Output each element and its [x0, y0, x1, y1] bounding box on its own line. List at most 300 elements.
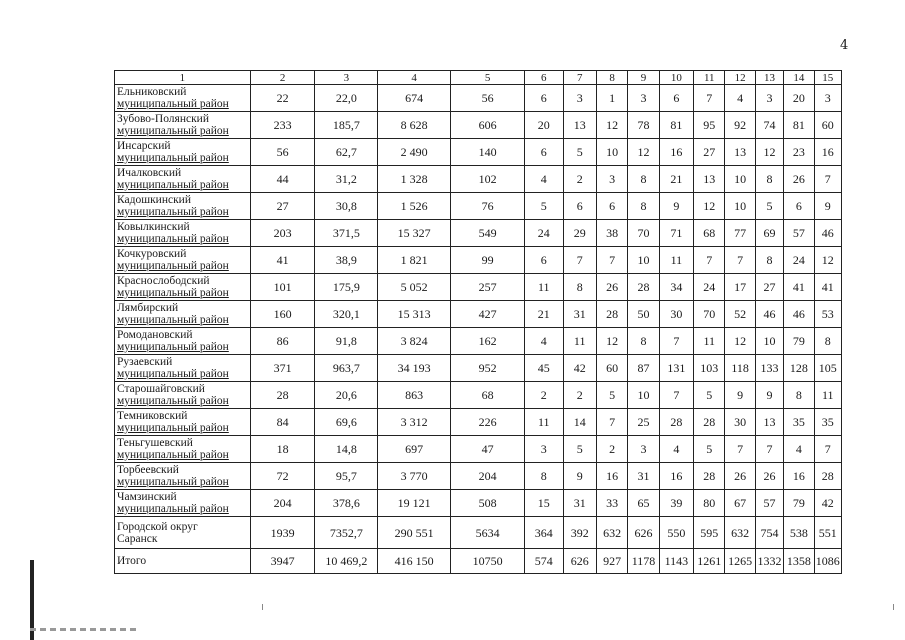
table-cell: 6 — [784, 193, 814, 220]
district-name — [115, 409, 251, 436]
table-cell: 378,6 — [315, 490, 378, 517]
table-cell: 9 — [755, 382, 783, 409]
table-cell: 371,5 — [315, 220, 378, 247]
district-name — [115, 85, 251, 112]
column-header: 11 — [694, 71, 725, 85]
table-cell: 1332 — [755, 549, 783, 574]
table-row — [115, 409, 842, 436]
district-name — [115, 166, 251, 193]
table-cell: 4 — [784, 436, 814, 463]
district-name-line2: муниципальный район — [117, 368, 229, 380]
table-row — [115, 355, 842, 382]
scan-edge-mark — [30, 628, 140, 631]
table-cell: 4 — [659, 436, 693, 463]
table-cell: 7 — [755, 436, 783, 463]
table-cell: 13 — [725, 139, 755, 166]
table-cell: 27 — [755, 274, 783, 301]
table-cell: 11 — [563, 328, 596, 355]
table-cell: 5 — [563, 436, 596, 463]
table-cell: 140 — [451, 139, 525, 166]
district-name-line2: Саранск — [117, 532, 158, 545]
table-cell: 12 — [596, 328, 627, 355]
table-cell: 427 — [451, 301, 525, 328]
table-cell: 28 — [694, 409, 725, 436]
table-cell: 14 — [563, 409, 596, 436]
table-cell: 22,0 — [315, 85, 378, 112]
table-cell: 28 — [814, 463, 841, 490]
table-cell: 632 — [596, 517, 627, 549]
table-cell: 24 — [784, 247, 814, 274]
table-cell: 128 — [784, 355, 814, 382]
table-cell: 1261 — [694, 549, 725, 574]
table-cell: 16 — [814, 139, 841, 166]
district-name — [115, 549, 251, 574]
table-cell: 1 328 — [378, 166, 451, 193]
table-body — [115, 85, 842, 574]
table-cell: 7 — [814, 166, 841, 193]
table-cell: 1 526 — [378, 193, 451, 220]
scan-speck — [893, 604, 894, 610]
district-name — [115, 247, 251, 274]
table-cell: 76 — [451, 193, 525, 220]
table-cell: 45 — [525, 355, 563, 382]
table-cell: 290 551 — [378, 517, 451, 549]
table-cell: 3 770 — [378, 463, 451, 490]
table-cell: 133 — [755, 355, 783, 382]
table-row — [115, 517, 842, 549]
table-cell: 8 — [628, 193, 659, 220]
table-cell: 46 — [784, 301, 814, 328]
table-cell: 24 — [525, 220, 563, 247]
district-name — [115, 274, 251, 301]
table-cell: 131 — [659, 355, 693, 382]
table-cell: 20 — [784, 85, 814, 112]
table-cell: 233 — [250, 112, 315, 139]
table-row — [115, 274, 842, 301]
district-name-line2: муниципальный район — [117, 341, 229, 353]
table-cell: 101 — [250, 274, 315, 301]
table-cell: 574 — [525, 549, 563, 574]
table-cell: 11 — [525, 409, 563, 436]
column-header: 3 — [315, 71, 378, 85]
table-cell: 4 — [525, 328, 563, 355]
table-cell: 18 — [250, 436, 315, 463]
table-cell: 19 121 — [378, 490, 451, 517]
district-name-line2: муниципальный район — [117, 395, 229, 407]
table-cell: 13 — [563, 112, 596, 139]
table-cell: 8 — [525, 463, 563, 490]
table-cell: 95 — [694, 112, 725, 139]
district-name-line1: Чамзинский — [117, 491, 177, 503]
table-cell: 674 — [378, 85, 451, 112]
table-cell: 8 — [563, 274, 596, 301]
district-name — [115, 328, 251, 355]
table-cell: 33 — [596, 490, 627, 517]
table-cell: 72 — [250, 463, 315, 490]
table-cell: 626 — [628, 517, 659, 549]
table-row — [115, 220, 842, 247]
table-cell: 84 — [250, 409, 315, 436]
table-cell: 10 — [596, 139, 627, 166]
table-cell: 20,6 — [315, 382, 378, 409]
table-cell: 74 — [755, 112, 783, 139]
district-name — [115, 463, 251, 490]
table-row — [115, 382, 842, 409]
table-cell: 1178 — [628, 549, 659, 574]
table-cell: 15 313 — [378, 301, 451, 328]
table-cell: 41 — [814, 274, 841, 301]
table-cell: 53 — [814, 301, 841, 328]
total-row — [115, 549, 842, 574]
table-cell: 103 — [694, 355, 725, 382]
district-name-line1: Торбеевский — [117, 464, 179, 476]
page-number: 4 — [840, 38, 849, 53]
table-row — [115, 112, 842, 139]
table-cell: 9 — [725, 382, 755, 409]
district-name-line1: Ковылкинский — [117, 221, 190, 233]
table-cell: 7 — [694, 85, 725, 112]
table-cell: 42 — [814, 490, 841, 517]
table-cell: 28 — [250, 382, 315, 409]
table-cell: 549 — [451, 220, 525, 247]
table-cell: 60 — [814, 112, 841, 139]
table-cell: 11 — [814, 382, 841, 409]
table-cell: 6 — [525, 139, 563, 166]
district-name-line1: Кадошкинский — [117, 194, 191, 206]
table-cell: 508 — [451, 490, 525, 517]
table-cell: 16 — [596, 463, 627, 490]
table-row — [115, 301, 842, 328]
table-cell: 538 — [784, 517, 814, 549]
table-cell: 5 — [563, 139, 596, 166]
table-cell: 14,8 — [315, 436, 378, 463]
table-cell: 1358 — [784, 549, 814, 574]
table-cell: 863 — [378, 382, 451, 409]
district-name-line1: Кочкуровский — [117, 248, 187, 260]
table-cell: 91,8 — [315, 328, 378, 355]
column-header: 1 — [115, 71, 251, 85]
table-cell: 13 — [755, 409, 783, 436]
table-cell: 56 — [451, 85, 525, 112]
table-cell: 41 — [250, 247, 315, 274]
table-cell: 9 — [659, 193, 693, 220]
table-cell: 952 — [451, 355, 525, 382]
district-name-line2: муниципальный район — [117, 152, 229, 164]
table-cell: 162 — [451, 328, 525, 355]
table-cell: 550 — [659, 517, 693, 549]
table-cell: 7 — [725, 436, 755, 463]
table-cell: 118 — [725, 355, 755, 382]
column-header: 14 — [784, 71, 814, 85]
table-cell: 10750 — [451, 549, 525, 574]
table-cell: 26 — [725, 463, 755, 490]
table-cell: 69,6 — [315, 409, 378, 436]
table-cell: 27 — [694, 139, 725, 166]
table-cell: 38 — [596, 220, 627, 247]
table-cell: 31 — [563, 490, 596, 517]
table-cell: 6 — [525, 247, 563, 274]
table-cell: 81 — [659, 112, 693, 139]
table-cell: 4 — [525, 166, 563, 193]
district-name-line1: Итого — [117, 555, 147, 567]
table-cell: 7 — [563, 247, 596, 274]
table-cell: 2 — [525, 382, 563, 409]
table-cell: 204 — [250, 490, 315, 517]
table-cell: 27 — [250, 193, 315, 220]
table-cell: 927 — [596, 549, 627, 574]
table-cell: 12 — [725, 328, 755, 355]
table-cell: 28 — [596, 301, 627, 328]
district-name-line1: Лямбирский — [117, 302, 179, 314]
table-row — [115, 247, 842, 274]
district-name — [115, 301, 251, 328]
district-name-line1: Теньгушевский — [117, 437, 193, 449]
table-cell: 8 — [814, 328, 841, 355]
table-cell: 2 490 — [378, 139, 451, 166]
district-name-line2: муниципальный район — [117, 125, 229, 137]
table-cell: 95,7 — [315, 463, 378, 490]
table-cell: 81 — [784, 112, 814, 139]
table-cell: 606 — [451, 112, 525, 139]
table-cell: 626 — [563, 549, 596, 574]
table-cell: 34 193 — [378, 355, 451, 382]
table-cell: 25 — [628, 409, 659, 436]
district-name — [115, 490, 251, 517]
table-cell: 551 — [814, 517, 841, 549]
table-cell: 16 — [659, 139, 693, 166]
table-row — [115, 463, 842, 490]
table-cell: 23 — [784, 139, 814, 166]
table-cell: 29 — [563, 220, 596, 247]
district-name-line2: муниципальный район — [117, 260, 229, 272]
table-cell: 1 821 — [378, 247, 451, 274]
district-name-line2: муниципальный район — [117, 422, 229, 434]
table-cell: 1143 — [659, 549, 693, 574]
table-cell: 28 — [659, 409, 693, 436]
column-header: 5 — [451, 71, 525, 85]
column-header: 6 — [525, 71, 563, 85]
district-name-line1: Ичалковский — [117, 167, 182, 179]
table-cell: 70 — [694, 301, 725, 328]
table-row — [115, 328, 842, 355]
table-cell: 9 — [814, 193, 841, 220]
district-name-line1: Инсарский — [117, 140, 171, 152]
table-cell: 12 — [694, 193, 725, 220]
table-cell: 6 — [563, 193, 596, 220]
table-cell: 7 — [596, 247, 627, 274]
table-cell: 160 — [250, 301, 315, 328]
table-cell: 102 — [451, 166, 525, 193]
district-name-line1: Ромодановский — [117, 329, 193, 341]
table-cell: 30 — [659, 301, 693, 328]
table-cell: 16 — [784, 463, 814, 490]
table-cell: 41 — [784, 274, 814, 301]
table-cell: 963,7 — [315, 355, 378, 382]
district-name — [115, 193, 251, 220]
table-cell: 79 — [784, 490, 814, 517]
table-cell: 69 — [755, 220, 783, 247]
table-cell: 31 — [628, 463, 659, 490]
table-cell: 20 — [525, 112, 563, 139]
table-header-row — [115, 71, 842, 85]
table-cell: 56 — [250, 139, 315, 166]
table-cell: 11 — [659, 247, 693, 274]
table-cell: 3 — [596, 166, 627, 193]
table-cell: 203 — [250, 220, 315, 247]
table-cell: 3947 — [250, 549, 315, 574]
table-cell: 30,8 — [315, 193, 378, 220]
table-cell: 3 — [755, 85, 783, 112]
table-cell: 8 — [628, 166, 659, 193]
table-cell: 8 — [784, 382, 814, 409]
table-cell: 12 — [755, 139, 783, 166]
table-cell: 1086 — [814, 549, 841, 574]
table-cell: 35 — [784, 409, 814, 436]
district-name-line1: Краснослободский — [117, 275, 210, 287]
table-cell: 5634 — [451, 517, 525, 549]
table-cell: 31,2 — [315, 166, 378, 193]
column-header: 2 — [250, 71, 315, 85]
table-cell: 16 — [659, 463, 693, 490]
table-cell: 8 — [755, 166, 783, 193]
table-cell: 105 — [814, 355, 841, 382]
district-name-line1: Рузаевский — [117, 356, 173, 368]
table-cell: 10 — [725, 193, 755, 220]
table-cell: 78 — [628, 112, 659, 139]
table-cell: 595 — [694, 517, 725, 549]
table-cell: 24 — [694, 274, 725, 301]
table-cell: 57 — [784, 220, 814, 247]
table-cell: 22 — [250, 85, 315, 112]
table-cell: 60 — [596, 355, 627, 382]
district-name-line1: Темниковский — [117, 410, 188, 422]
table-row — [115, 436, 842, 463]
table-cell: 11 — [694, 328, 725, 355]
table-cell: 50 — [628, 301, 659, 328]
table-cell: 12 — [596, 112, 627, 139]
table-row — [115, 490, 842, 517]
table-row — [115, 193, 842, 220]
district-name — [115, 382, 251, 409]
district-name-line1: Зубово-Полянский — [117, 113, 209, 125]
district-name-line2: муниципальный район — [117, 449, 229, 461]
column-header: 12 — [725, 71, 755, 85]
table-cell: 67 — [725, 490, 755, 517]
table-cell: 7 — [814, 436, 841, 463]
district-name-line2: муниципальный район — [117, 314, 229, 326]
table-cell: 92 — [725, 112, 755, 139]
district-name — [115, 112, 251, 139]
table-cell: 7 — [659, 382, 693, 409]
table-cell: 21 — [659, 166, 693, 193]
table-cell: 4 — [725, 85, 755, 112]
table-cell: 46 — [755, 301, 783, 328]
table-cell: 3 824 — [378, 328, 451, 355]
district-name — [115, 355, 251, 382]
table-cell: 3 — [525, 436, 563, 463]
table-cell: 364 — [525, 517, 563, 549]
table-cell: 68 — [694, 220, 725, 247]
table-cell: 632 — [725, 517, 755, 549]
column-header: 15 — [814, 71, 841, 85]
table-cell: 5 — [525, 193, 563, 220]
table-cell: 204 — [451, 463, 525, 490]
table-cell: 39 — [659, 490, 693, 517]
table-cell: 11 — [525, 274, 563, 301]
table-cell: 5 — [596, 382, 627, 409]
table-cell: 175,9 — [315, 274, 378, 301]
table-cell: 21 — [525, 301, 563, 328]
table-cell: 65 — [628, 490, 659, 517]
table-cell: 697 — [378, 436, 451, 463]
table-cell: 28 — [694, 463, 725, 490]
table-cell: 3 — [814, 85, 841, 112]
district-name-line1: Городской округ — [117, 520, 198, 533]
table-cell: 71 — [659, 220, 693, 247]
table-cell: 15 — [525, 490, 563, 517]
table-cell: 38,9 — [315, 247, 378, 274]
district-name-line1: Ельниковский — [117, 86, 187, 98]
table-cell: 28 — [628, 274, 659, 301]
table-cell: 257 — [451, 274, 525, 301]
column-header: 8 — [596, 71, 627, 85]
table-cell: 26 — [596, 274, 627, 301]
table-cell: 7 — [694, 247, 725, 274]
table-cell: 3 312 — [378, 409, 451, 436]
table-cell: 1939 — [250, 517, 315, 549]
table-cell: 6 — [659, 85, 693, 112]
table-cell: 6 — [525, 85, 563, 112]
table-cell: 79 — [784, 328, 814, 355]
district-name-line2: муниципальный район — [117, 233, 229, 245]
table-cell: 12 — [628, 139, 659, 166]
table-cell: 34 — [659, 274, 693, 301]
table-row — [115, 85, 842, 112]
table-cell: 754 — [755, 517, 783, 549]
table-cell: 10 469,2 — [315, 549, 378, 574]
column-header: 10 — [659, 71, 693, 85]
district-name-line2: муниципальный район — [117, 503, 229, 515]
table-cell: 70 — [628, 220, 659, 247]
table-cell: 62,7 — [315, 139, 378, 166]
table-cell: 17 — [725, 274, 755, 301]
table-cell: 8 — [628, 328, 659, 355]
table-cell: 9 — [563, 463, 596, 490]
table-cell: 15 327 — [378, 220, 451, 247]
table-cell: 6 — [596, 193, 627, 220]
table-cell: 371 — [250, 355, 315, 382]
table-cell: 226 — [451, 409, 525, 436]
table-cell: 392 — [563, 517, 596, 549]
table-cell: 80 — [694, 490, 725, 517]
table-cell: 47 — [451, 436, 525, 463]
column-header: 7 — [563, 71, 596, 85]
table-cell: 185,7 — [315, 112, 378, 139]
table-cell: 5 052 — [378, 274, 451, 301]
table-cell: 8 — [755, 247, 783, 274]
table-cell: 68 — [451, 382, 525, 409]
table-cell: 99 — [451, 247, 525, 274]
scan-speck — [262, 604, 263, 610]
table-cell: 13 — [694, 166, 725, 193]
table-cell: 26 — [784, 166, 814, 193]
table-cell: 46 — [814, 220, 841, 247]
table-cell: 3 — [563, 85, 596, 112]
table-cell: 320,1 — [315, 301, 378, 328]
district-name — [115, 220, 251, 247]
district-name-line2: муниципальный район — [117, 206, 229, 218]
table-cell: 42 — [563, 355, 596, 382]
